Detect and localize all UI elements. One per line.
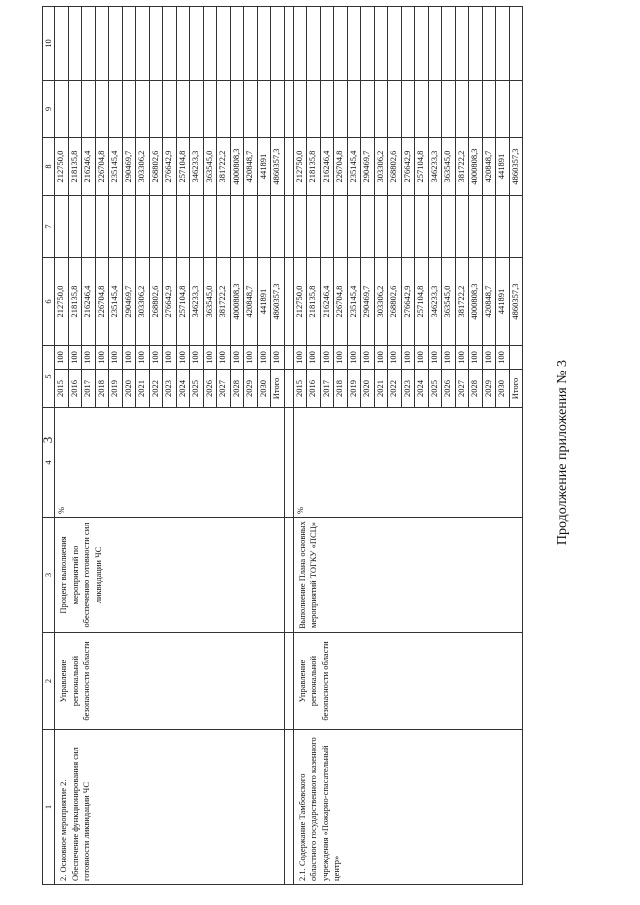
empty-cell	[293, 81, 307, 138]
indicator-name: Процент выполнения мероприятий по обеспечению готовности сил ликвидации ЧС	[55, 518, 285, 633]
amount-cell: 303306,2	[136, 138, 150, 196]
year-cell: 2020	[122, 370, 136, 408]
header-cell: 9	[43, 81, 55, 138]
amount-cell: 216246,4	[82, 258, 96, 346]
value-cell: 100	[401, 346, 415, 370]
empty-cell	[428, 196, 442, 258]
spacer-cell	[284, 7, 293, 81]
empty-cell	[95, 7, 109, 81]
header-cell: 4	[43, 408, 55, 518]
year-cell: 2024	[176, 370, 190, 408]
amount-cell: 290469,7	[122, 258, 136, 346]
empty-cell	[203, 7, 217, 81]
year-cell: 2029	[482, 370, 496, 408]
empty-cell	[55, 196, 69, 258]
amount-cell: 268802,6	[388, 258, 402, 346]
empty-cell	[428, 7, 442, 81]
value-cell: 100	[257, 346, 271, 370]
empty-cell	[361, 196, 375, 258]
empty-cell	[55, 81, 69, 138]
amount-cell: 268802,6	[149, 258, 163, 346]
total-amount: 4860357,3	[271, 138, 285, 196]
empty-cell	[347, 81, 361, 138]
total-amount: 4860357,3	[509, 138, 523, 196]
spacer-cell	[284, 518, 293, 633]
empty-cell	[55, 7, 69, 81]
year-cell: 2018	[95, 370, 109, 408]
amount-cell: 235145,4	[347, 138, 361, 196]
empty-cell	[307, 7, 321, 81]
empty-cell	[374, 81, 388, 138]
year-cell: 2025	[428, 370, 442, 408]
empty-cell	[271, 81, 285, 138]
empty-cell	[68, 196, 82, 258]
value-cell: 100	[442, 346, 456, 370]
value-cell: 100	[230, 346, 244, 370]
empty-cell	[509, 7, 523, 81]
amount-cell: 218135,8	[68, 138, 82, 196]
amount-cell: 381722,2	[455, 138, 469, 196]
amount-cell: 363545,0	[203, 138, 217, 196]
amount-cell: 346233,3	[428, 138, 442, 196]
year-cell: 2022	[388, 370, 402, 408]
amount-cell: 420848,7	[482, 258, 496, 346]
amount-cell: 268802,6	[388, 138, 402, 196]
amount-cell: 363545,0	[442, 258, 456, 346]
empty-cell	[455, 196, 469, 258]
empty-cell	[244, 7, 258, 81]
empty-cell	[176, 7, 190, 81]
empty-cell	[136, 81, 150, 138]
year-cell: 2016	[68, 370, 82, 408]
empty-cell	[244, 196, 258, 258]
empty-cell	[320, 7, 334, 81]
empty-cell	[496, 7, 510, 81]
empty-cell	[334, 7, 348, 81]
year-cell: 2030	[257, 370, 271, 408]
amount-cell: 363545,0	[203, 258, 217, 346]
year-cell: 2023	[163, 370, 177, 408]
spacer-cell	[284, 370, 293, 408]
total-value: 100	[271, 346, 285, 370]
value-cell: 100	[361, 346, 375, 370]
empty-cell	[401, 7, 415, 81]
empty-cell	[496, 196, 510, 258]
value-cell: 100	[203, 346, 217, 370]
amount-cell: 218135,8	[307, 258, 321, 346]
year-cell: 2026	[442, 370, 456, 408]
empty-cell	[509, 81, 523, 138]
amount-cell: 216246,4	[320, 258, 334, 346]
spacer-cell	[284, 196, 293, 258]
empty-cell	[203, 196, 217, 258]
amount-cell: 303306,2	[136, 258, 150, 346]
year-cell: 2030	[496, 370, 510, 408]
empty-cell	[82, 7, 96, 81]
empty-cell	[388, 196, 402, 258]
empty-cell	[271, 7, 285, 81]
empty-cell	[307, 81, 321, 138]
amount-cell: 276642,9	[163, 258, 177, 346]
value-cell: 100	[244, 346, 258, 370]
empty-cell	[482, 7, 496, 81]
amount-cell: 346233,3	[190, 258, 204, 346]
empty-cell	[190, 7, 204, 81]
amount-cell: 257104,8	[176, 258, 190, 346]
header-cell: 1	[43, 730, 55, 885]
indicator-name: Выполнение Плана основных мероприятий ТОГКУ «ПСЦ»	[293, 518, 523, 633]
empty-cell	[149, 7, 163, 81]
value-cell: 100	[307, 346, 321, 370]
empty-cell	[176, 81, 190, 138]
empty-cell	[428, 81, 442, 138]
total-label: Итого	[509, 370, 523, 408]
spacer-cell	[284, 258, 293, 346]
empty-cell	[469, 196, 483, 258]
value-cell: 100	[95, 346, 109, 370]
empty-cell	[361, 81, 375, 138]
value-cell: 100	[415, 346, 429, 370]
empty-cell	[68, 7, 82, 81]
empty-cell	[401, 196, 415, 258]
amount-cell: 290469,7	[361, 138, 375, 196]
spacer-cell	[284, 81, 293, 138]
amount-cell: 212750,0	[55, 258, 69, 346]
empty-cell	[163, 196, 177, 258]
value-cell: 100	[55, 346, 69, 370]
amount-cell: 276642,9	[401, 258, 415, 346]
amount-cell: 441891	[496, 138, 510, 196]
amount-cell: 212750,0	[293, 138, 307, 196]
empty-cell	[176, 196, 190, 258]
empty-cell	[122, 7, 136, 81]
amount-cell: 290469,7	[122, 138, 136, 196]
value-cell: 100	[320, 346, 334, 370]
amount-cell: 218135,8	[68, 258, 82, 346]
empty-cell	[415, 81, 429, 138]
amount-cell: 276642,9	[163, 138, 177, 196]
value-cell: 100	[82, 346, 96, 370]
header-cell: 8	[43, 138, 55, 196]
empty-cell	[320, 81, 334, 138]
year-cell: 2028	[230, 370, 244, 408]
amount-cell: 346233,3	[190, 138, 204, 196]
executor: Управление региональной безопасности области	[55, 633, 285, 730]
amount-cell: 276642,9	[401, 138, 415, 196]
year-cell: 2027	[455, 370, 469, 408]
total-value	[509, 346, 523, 370]
empty-cell	[401, 81, 415, 138]
value-cell: 100	[68, 346, 82, 370]
empty-cell	[244, 81, 258, 138]
value-cell: 100	[347, 346, 361, 370]
empty-cell	[82, 81, 96, 138]
empty-cell	[469, 7, 483, 81]
empty-cell	[374, 196, 388, 258]
empty-cell	[388, 81, 402, 138]
value-cell: 100	[482, 346, 496, 370]
empty-cell	[455, 7, 469, 81]
year-cell: 2029	[244, 370, 258, 408]
year-cell: 2017	[82, 370, 96, 408]
amount-cell: 216246,4	[82, 138, 96, 196]
empty-cell	[455, 81, 469, 138]
header-cell: 2	[43, 633, 55, 730]
value-cell: 100	[176, 346, 190, 370]
spacer-cell	[284, 408, 293, 518]
amount-cell: 257104,8	[415, 138, 429, 196]
empty-cell	[149, 196, 163, 258]
amount-cell: 441891	[496, 258, 510, 346]
empty-cell	[334, 196, 348, 258]
empty-cell	[95, 196, 109, 258]
total-amount: 4860357,3	[271, 258, 285, 346]
amount-cell: 235145,4	[347, 258, 361, 346]
amount-cell: 381722,2	[217, 258, 231, 346]
measure-name: 2. Основное мероприятие 2. Обеспечение функционирования сил готовности ликвидации ЧС	[55, 730, 285, 885]
spacer-cell	[284, 633, 293, 730]
empty-cell	[217, 196, 231, 258]
amount-cell: 212750,0	[55, 138, 69, 196]
amount-cell: 420848,7	[482, 138, 496, 196]
year-cell: 2015	[55, 370, 69, 408]
spacer-cell	[284, 730, 293, 885]
year-cell: 2025	[190, 370, 204, 408]
empty-cell	[217, 7, 231, 81]
amount-cell: 226704,8	[334, 258, 348, 346]
empty-cell	[257, 81, 271, 138]
empty-cell	[482, 196, 496, 258]
total-label: Итого	[271, 370, 285, 408]
amount-cell: 226704,8	[95, 138, 109, 196]
header-cell: 7	[43, 196, 55, 258]
value-cell: 100	[293, 346, 307, 370]
amount-cell: 441891	[257, 258, 271, 346]
empty-cell	[307, 196, 321, 258]
empty-cell	[442, 7, 456, 81]
value-cell: 100	[428, 346, 442, 370]
empty-cell	[388, 7, 402, 81]
empty-cell	[230, 7, 244, 81]
year-cell: 2017	[320, 370, 334, 408]
year-cell: 2022	[149, 370, 163, 408]
year-cell: 2024	[415, 370, 429, 408]
empty-cell	[469, 81, 483, 138]
amount-cell: 381722,2	[217, 138, 231, 196]
empty-cell	[442, 81, 456, 138]
year-cell: 2027	[217, 370, 231, 408]
empty-cell	[109, 196, 123, 258]
header-cell: 6	[43, 258, 55, 346]
empty-cell	[122, 81, 136, 138]
header-cell: 10	[43, 7, 55, 81]
amount-cell: 363545,0	[442, 138, 456, 196]
empty-cell	[271, 196, 285, 258]
amount-cell: 235145,4	[109, 258, 123, 346]
year-row	[293, 7, 307, 885]
empty-cell	[415, 196, 429, 258]
value-cell: 100	[149, 346, 163, 370]
empty-cell	[122, 196, 136, 258]
amount-cell: 381722,2	[455, 258, 469, 346]
appendix-subtitle: Продолжение приложения № 3	[555, 359, 570, 546]
empty-cell	[509, 196, 523, 258]
empty-cell	[293, 7, 307, 81]
empty-cell	[320, 196, 334, 258]
value-cell: 100	[388, 346, 402, 370]
value-cell: 100	[334, 346, 348, 370]
year-cell: 2020	[361, 370, 375, 408]
amount-cell: 212750,0	[293, 258, 307, 346]
amount-cell: 420848,7	[244, 138, 258, 196]
value-cell: 100	[496, 346, 510, 370]
value-cell: 100	[469, 346, 483, 370]
empty-cell	[82, 196, 96, 258]
executor: Управление региональной безопасности области	[293, 633, 523, 730]
empty-cell	[68, 81, 82, 138]
program-table	[42, 6, 523, 885]
year-cell: 2015	[293, 370, 307, 408]
value-cell: 100	[122, 346, 136, 370]
empty-cell	[230, 81, 244, 138]
year-cell: 2021	[136, 370, 150, 408]
empty-cell	[190, 196, 204, 258]
header-row	[43, 7, 55, 885]
empty-cell	[136, 7, 150, 81]
empty-cell	[415, 7, 429, 81]
value-cell: 100	[217, 346, 231, 370]
amount-cell: 257104,8	[176, 138, 190, 196]
spacer-cell	[284, 346, 293, 370]
amount-cell: 346233,3	[428, 258, 442, 346]
amount-cell: 226704,8	[95, 258, 109, 346]
amount-cell: 226704,8	[334, 138, 348, 196]
empty-cell	[442, 196, 456, 258]
empty-cell	[109, 7, 123, 81]
year-cell: 2026	[203, 370, 217, 408]
empty-cell	[230, 196, 244, 258]
year-cell: 2018	[334, 370, 348, 408]
amount-cell: 303306,2	[374, 258, 388, 346]
value-cell: 100	[109, 346, 123, 370]
empty-cell	[257, 7, 271, 81]
page-number: 3	[40, 436, 55, 444]
value-cell: 100	[374, 346, 388, 370]
amount-cell: 4000808,3	[230, 258, 244, 346]
spacer-row	[284, 7, 293, 885]
empty-cell	[136, 196, 150, 258]
amount-cell: 420848,7	[244, 258, 258, 346]
total-amount: 4860357,3	[509, 258, 523, 346]
empty-cell	[163, 81, 177, 138]
spacer-cell	[284, 138, 293, 196]
empty-cell	[203, 81, 217, 138]
amount-cell: 235145,4	[109, 138, 123, 196]
year-cell: 2021	[374, 370, 388, 408]
header-cell: 5	[43, 346, 55, 408]
amount-cell: 441891	[257, 138, 271, 196]
empty-cell	[293, 196, 307, 258]
empty-cell	[149, 81, 163, 138]
amount-cell: 303306,2	[374, 138, 388, 196]
value-cell: 100	[455, 346, 469, 370]
amount-cell: 257104,8	[415, 258, 429, 346]
empty-cell	[496, 81, 510, 138]
amount-cell: 290469,7	[361, 258, 375, 346]
year-row	[55, 7, 69, 885]
value-cell: 100	[190, 346, 204, 370]
year-cell: 2019	[347, 370, 361, 408]
empty-cell	[334, 81, 348, 138]
year-cell: 2019	[109, 370, 123, 408]
header-cell: 3	[43, 518, 55, 633]
unit-cell: %	[293, 408, 523, 518]
empty-cell	[347, 7, 361, 81]
measure-name: 2.1. Содержание Тамбовского областного государственного казенного учреждения «Пожарно-спасательный центр»	[293, 730, 523, 885]
empty-cell	[482, 81, 496, 138]
year-cell: 2028	[469, 370, 483, 408]
value-cell: 100	[136, 346, 150, 370]
year-cell: 2016	[307, 370, 321, 408]
year-cell: 2023	[401, 370, 415, 408]
empty-cell	[109, 81, 123, 138]
empty-cell	[217, 81, 231, 138]
empty-cell	[374, 7, 388, 81]
empty-cell	[347, 196, 361, 258]
amount-cell: 4000808,3	[469, 258, 483, 346]
unit-cell: %	[55, 408, 285, 518]
amount-cell: 216246,4	[320, 138, 334, 196]
empty-cell	[257, 196, 271, 258]
empty-cell	[163, 7, 177, 81]
value-cell: 100	[163, 346, 177, 370]
amount-cell: 268802,6	[149, 138, 163, 196]
empty-cell	[95, 81, 109, 138]
amount-cell: 4000808,3	[230, 138, 244, 196]
empty-cell	[361, 7, 375, 81]
empty-cell	[190, 81, 204, 138]
amount-cell: 218135,8	[307, 138, 321, 196]
amount-cell: 4000808,3	[469, 138, 483, 196]
